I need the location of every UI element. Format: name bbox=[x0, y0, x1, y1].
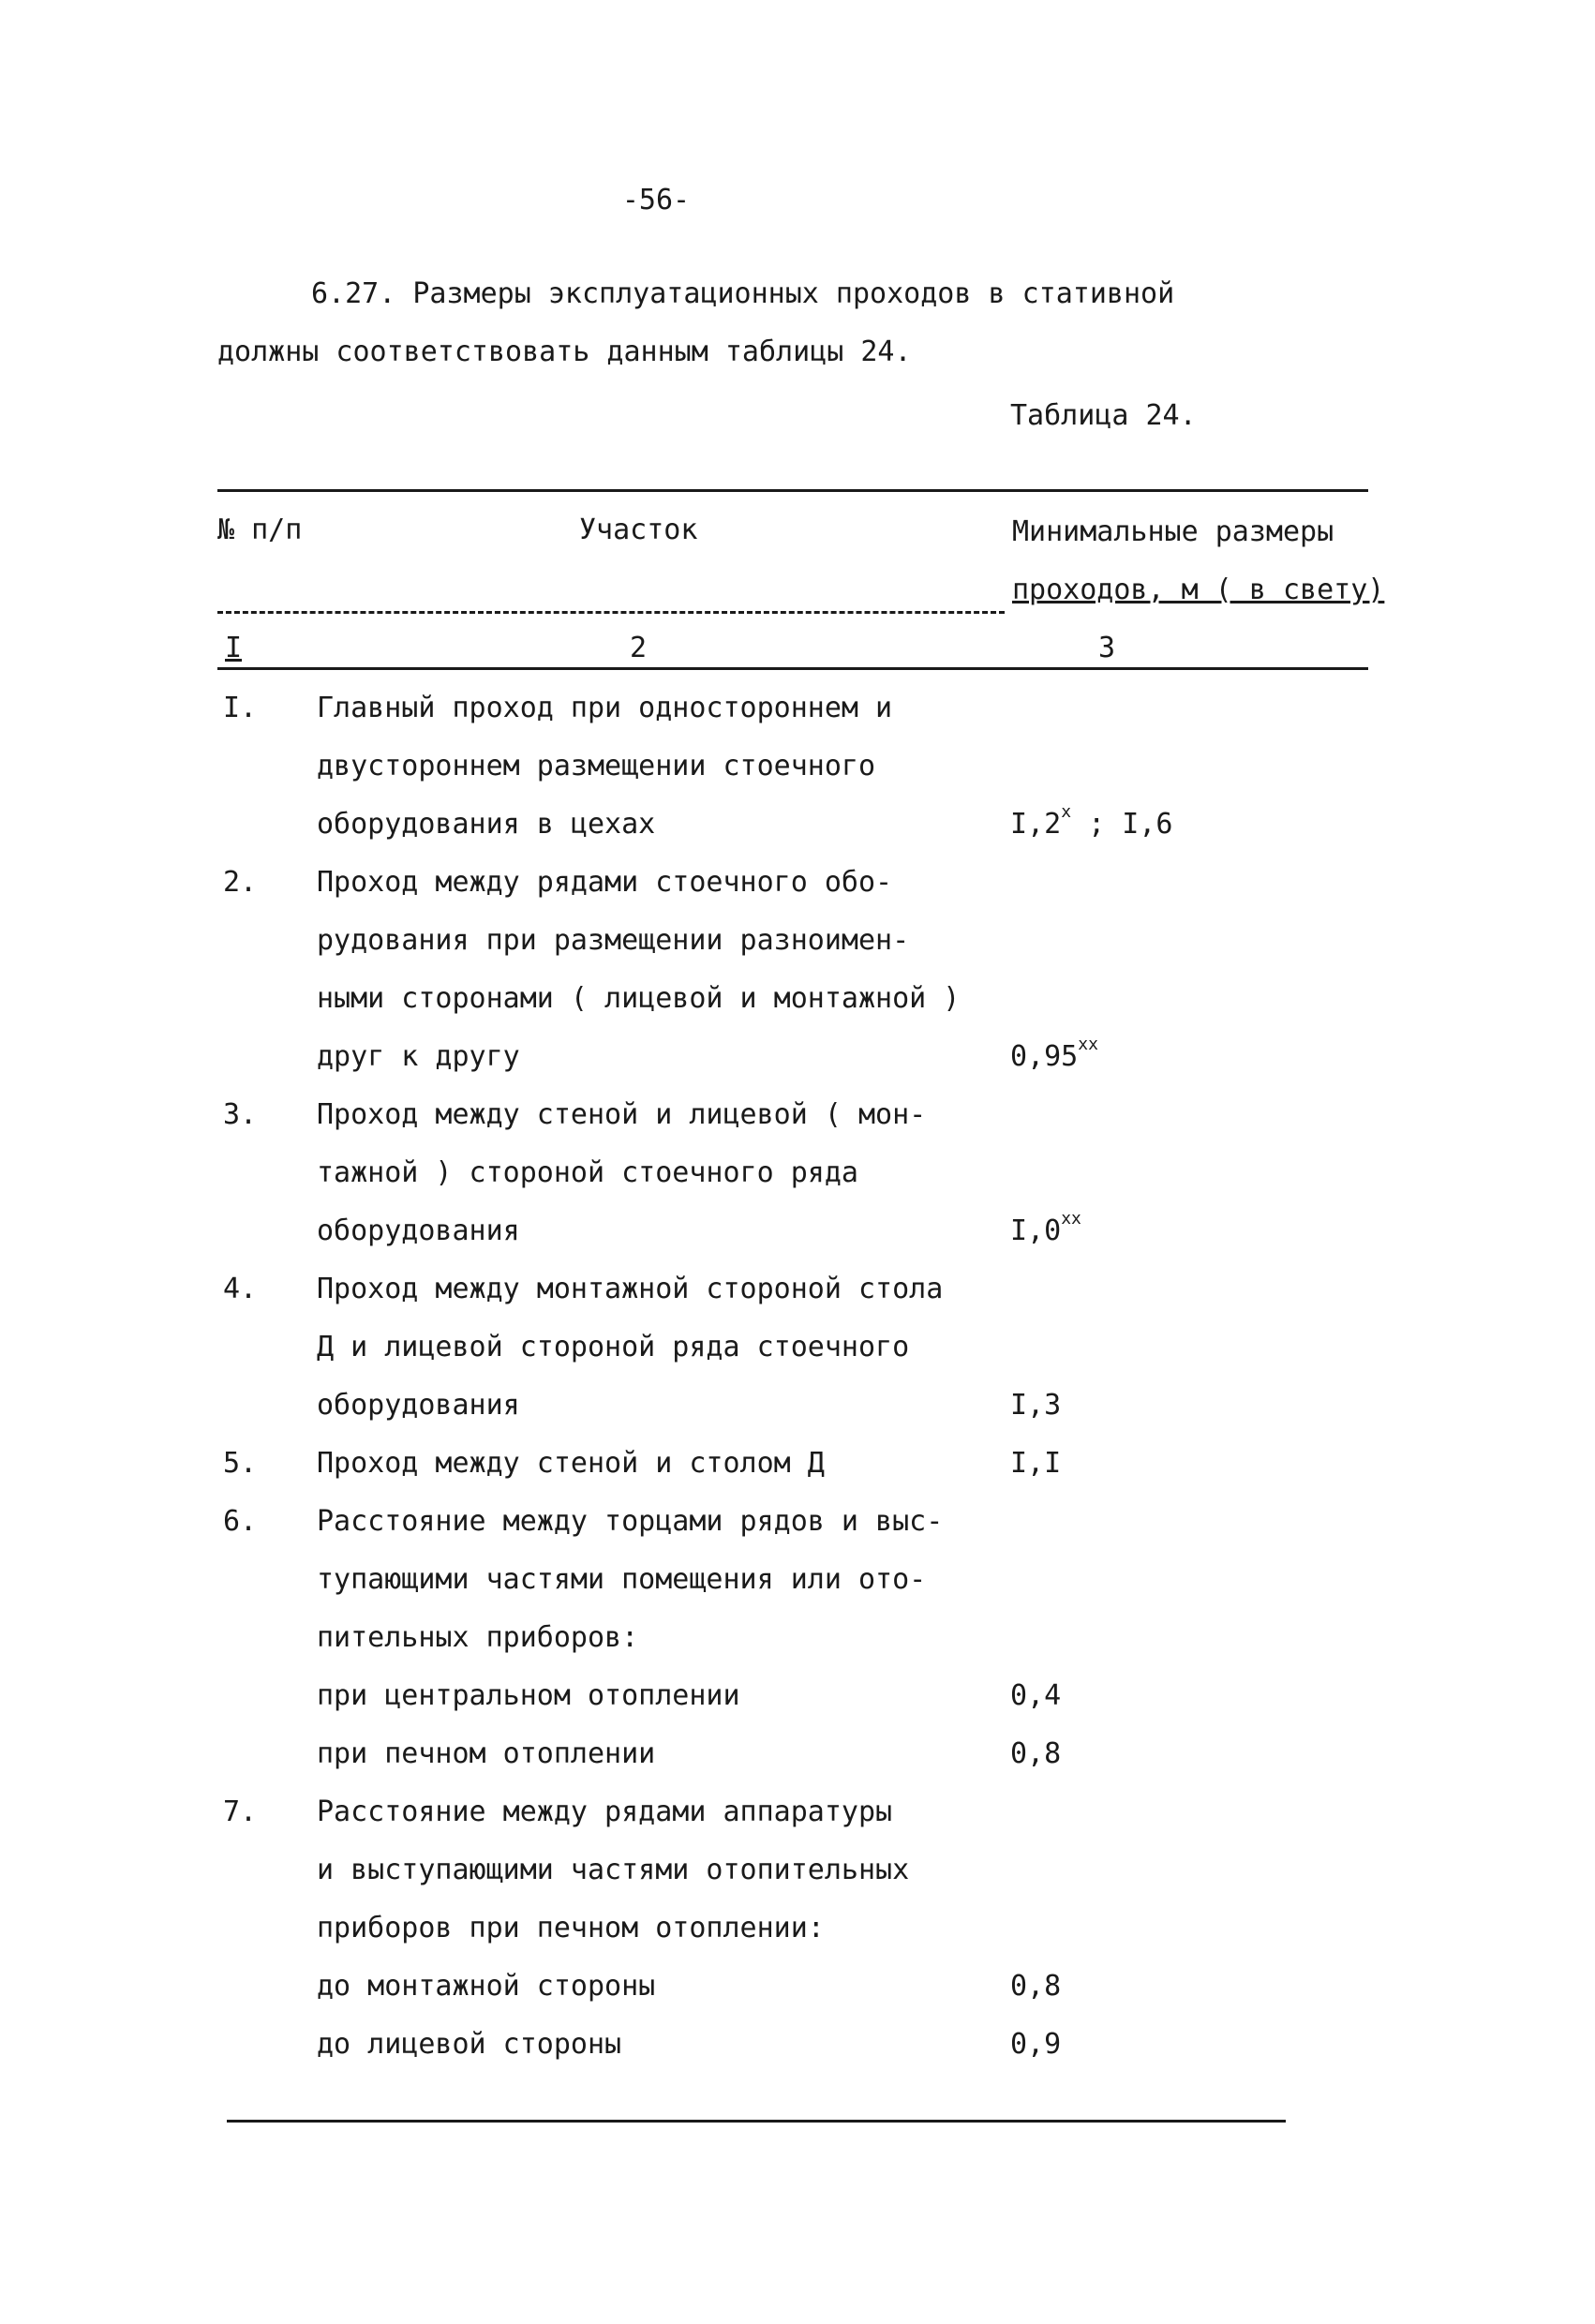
subrow-label: при центральном отоплении bbox=[317, 1679, 740, 1712]
intro-paragraph-line-1: 6.27. Размеры эксплуатационных проходов в стативной bbox=[311, 277, 1175, 310]
subrow-value: 0,8 bbox=[1010, 1737, 1062, 1770]
row-text-line: тупающими частями помещения или ото- bbox=[317, 1563, 927, 1596]
row-number: I. bbox=[223, 692, 258, 724]
row-text-line: тажной ) стороной стоечного ряда bbox=[317, 1156, 858, 1189]
row-value: $I,2^х$ ; I,6 bbox=[1010, 802, 1173, 841]
subrow-value: 0,4 bbox=[1010, 1679, 1062, 1712]
row-text-line: приборов при печном отоплении: bbox=[317, 1912, 825, 1944]
subrow-label: до монтажной стороны bbox=[317, 1970, 656, 2003]
table-top-rule bbox=[217, 489, 1368, 492]
header-section: Участок bbox=[579, 514, 698, 546]
intro-paragraph-line-2: должны соответствовать данным таблицы 24. bbox=[217, 335, 912, 368]
header-min-size-line-1: Минимальные размеры bbox=[1012, 515, 1334, 548]
row-value: $0,95^{хх}$ bbox=[1010, 1035, 1098, 1073]
subrow-label: до лицевой стороны bbox=[317, 2028, 622, 2061]
row-text-line: пительных приборов: bbox=[317, 1621, 639, 1654]
subrow-value: 0,8 bbox=[1010, 1970, 1062, 2003]
row-text-line: оборудования bbox=[317, 1214, 520, 1247]
row-number: 3. bbox=[223, 1098, 258, 1131]
row-text-line: Расстояние между рядами аппаратуры bbox=[317, 1795, 893, 1828]
column-number-2: 2 bbox=[630, 632, 648, 664]
row-text-line: рудования при размещении разноимен- bbox=[317, 924, 910, 957]
row-number: 7. bbox=[223, 1795, 258, 1828]
row-text-line: Проход между стеной и лицевой ( мон- bbox=[317, 1098, 927, 1131]
table-caption: Таблица 24. bbox=[1010, 399, 1197, 432]
row-text-line: Проход между рядами стоечного обо- bbox=[317, 866, 893, 899]
row-text-line: оборудования bbox=[317, 1389, 520, 1422]
page-number: -56- bbox=[621, 184, 691, 216]
row-value: I,3 bbox=[1010, 1389, 1062, 1422]
table-bottom-rule bbox=[227, 2120, 1286, 2123]
row-text-line: Расстояние между торцами рядов и выс- bbox=[317, 1505, 944, 1538]
row-value: I,I bbox=[1010, 1447, 1062, 1480]
row-number: 6. bbox=[223, 1505, 258, 1538]
row-text-line: друг к другу bbox=[317, 1040, 520, 1073]
footnote-mark: хх bbox=[1061, 1209, 1081, 1229]
row-text-line: ными сторонами ( лицевой и монтажной ) bbox=[317, 982, 961, 1015]
row-text-line: оборудования в цехах bbox=[317, 808, 656, 841]
header-bottom-rule bbox=[217, 611, 1005, 614]
subrow-value: 0,9 bbox=[1010, 2028, 1062, 2061]
row-text-line: Главный проход при одностороннем и bbox=[317, 692, 893, 724]
column-number-1: I bbox=[225, 632, 243, 664]
header-min-size-line-2: проходов, м ( в свету) bbox=[1012, 574, 1385, 606]
row-text-line: двустороннем размещении стоечного bbox=[317, 750, 876, 782]
row-text-line: и выступающими частями отопительных bbox=[317, 1854, 910, 1886]
row-number: 5. bbox=[223, 1447, 258, 1480]
footnote-mark: хх bbox=[1078, 1035, 1098, 1054]
row-text-line: Проход между стеной и столом Д bbox=[317, 1447, 825, 1480]
footnote-mark: х bbox=[1061, 802, 1072, 822]
row-text-line: Д и лицевой стороной ряда стоечного bbox=[317, 1331, 910, 1363]
column-number-3: 3 bbox=[1098, 632, 1116, 664]
header-row-number: № п/п bbox=[217, 514, 303, 546]
row-text-line: Проход между монтажной стороной стола bbox=[317, 1273, 944, 1305]
column-numbers-rule bbox=[217, 667, 1368, 670]
subrow-label: при печном отоплении bbox=[317, 1737, 656, 1770]
row-value: $I,0^{хх}$ bbox=[1010, 1209, 1081, 1247]
row-number: 4. bbox=[223, 1273, 258, 1305]
row-number: 2. bbox=[223, 866, 258, 899]
